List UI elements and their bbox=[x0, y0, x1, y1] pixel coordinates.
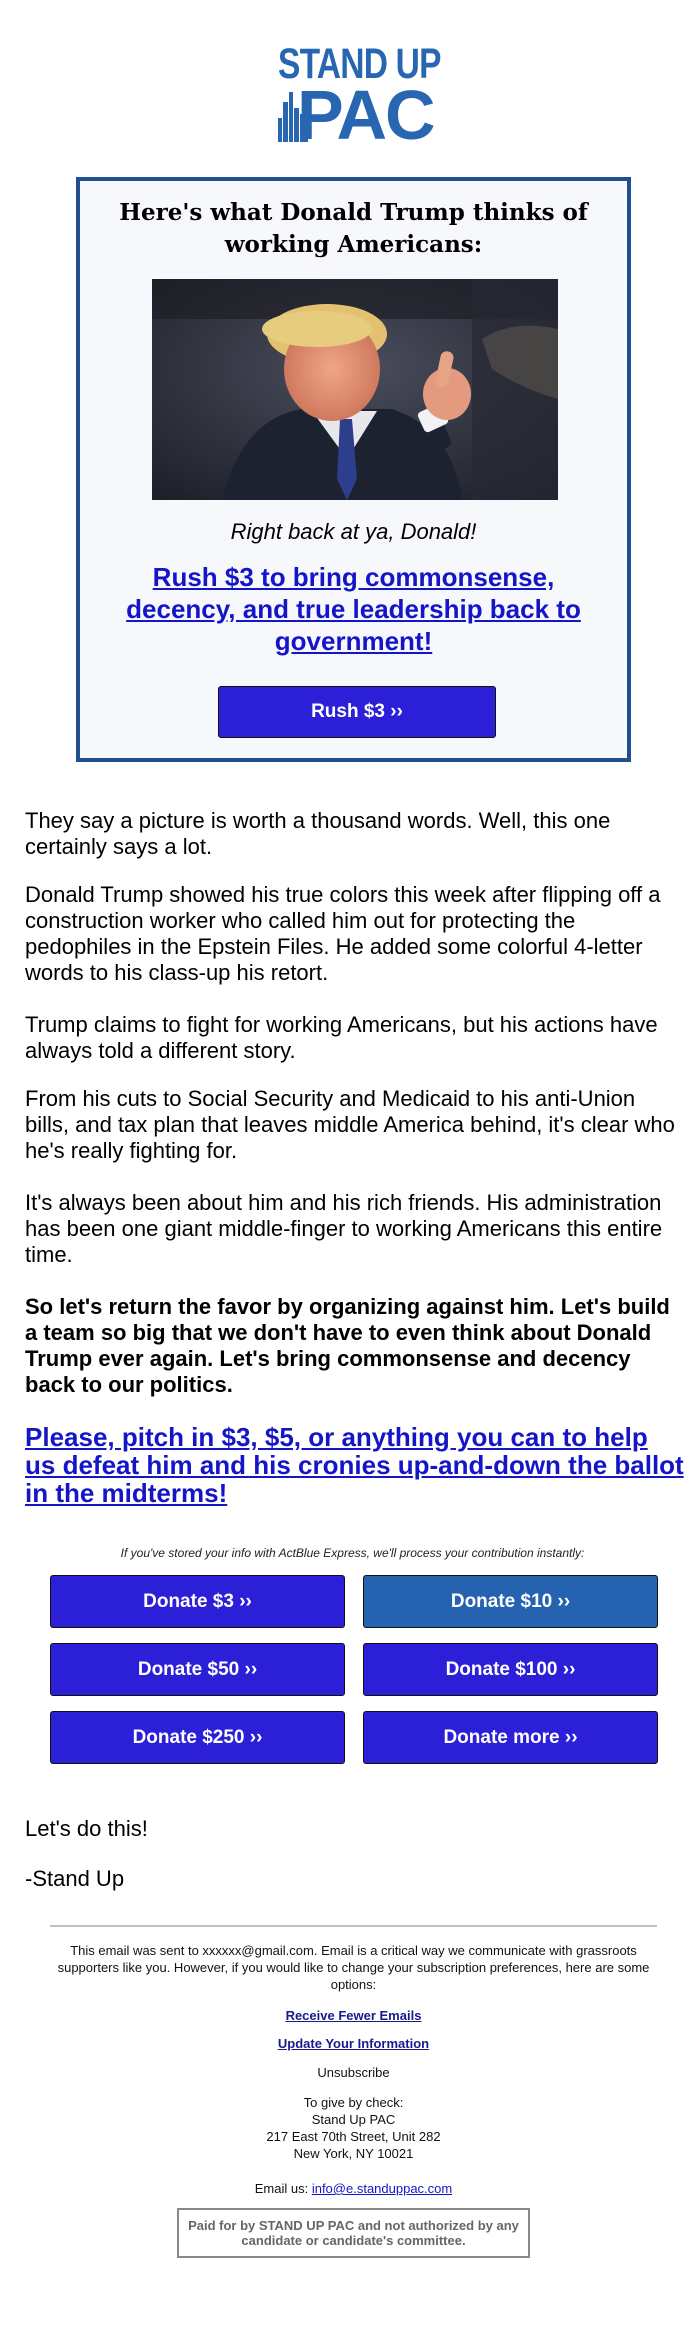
receive-fewer-emails-text[interactable]: Receive Fewer Emails bbox=[285, 2008, 422, 2023]
check-line-4: New York, NY 10021 bbox=[293, 2146, 414, 2161]
body-paragraph-5: It's always been about him and his rich friends. His administration has been one giant middle-finger to working Americans this entire time. bbox=[25, 1190, 663, 1267]
check-line-2: Stand Up PAC bbox=[311, 2112, 396, 2127]
email-link[interactable]: info@e.standuppac.com bbox=[311, 2181, 453, 2196]
logo-top-text: STAND UP bbox=[278, 40, 441, 88]
update-information-text[interactable]: Update Your Information bbox=[277, 2036, 430, 2051]
donate-50-button[interactable]: Donate $50 ›› bbox=[50, 1643, 345, 1696]
footer-divider bbox=[50, 1925, 657, 1927]
hero-donate-link[interactable]: Rush $3 to bring commonsense, decency, and true leadership back to government! bbox=[126, 562, 581, 656]
photo-icon[interactable] bbox=[152, 279, 558, 500]
email-label: Email us: bbox=[254, 2181, 312, 2196]
update-information-link bbox=[50, 2035, 657, 2052]
hero-caption: Right back at ya, Donald! bbox=[230, 519, 477, 544]
donate-10-button[interactable]: Donate $10 ›› bbox=[363, 1575, 658, 1628]
hero-box bbox=[76, 177, 631, 762]
closing-line: Let's do this! bbox=[25, 1816, 148, 1841]
body-paragraph-bold: So let's return the favor by organizing against him. Let's build a team so big that we don't have to even think about Donald Trump ever again. Let's bring commonsense and decency back to our politics. bbox=[25, 1294, 670, 1397]
donate-100-button[interactable]: Donate $100 ›› bbox=[363, 1643, 658, 1696]
footer-email bbox=[50, 2180, 657, 2197]
donate-3-button[interactable]: Donate $3 ›› bbox=[50, 1575, 345, 1628]
donate-250-button[interactable]: Donate $250 ›› bbox=[50, 1711, 345, 1764]
unsubscribe-text[interactable]: Unsubscribe bbox=[317, 2065, 390, 2080]
hero-title: Here's what Donald Trump thinks of working Americans: bbox=[119, 199, 588, 258]
body-paragraph-4: From his cuts to Social Security and Medicaid to his anti-Union bills, and tax plan that leaves middle America behind, it's clear who he's really fighting for. bbox=[25, 1086, 675, 1163]
signature: -Stand Up bbox=[25, 1866, 125, 1891]
rush-3-button[interactable]: Rush $3 ›› bbox=[218, 686, 496, 738]
footer-intro: This email was sent to xxxxxx@gmail.com. Email is a critical way we communicate with grassroots supporters like you. However, if you would like to change your subscription preferences, here are some options: bbox=[57, 1943, 650, 1992]
body-paragraph-3: Trump claims to fight for working Americans, but his actions have always told a different story. bbox=[25, 1012, 658, 1063]
check-line-3: 217 East 70th Street, Unit 282 bbox=[266, 2129, 441, 2144]
receive-fewer-emails-link bbox=[50, 2007, 657, 2024]
hero-photo bbox=[152, 279, 558, 500]
check-line-1: To give by check: bbox=[303, 2095, 404, 2110]
logo-bottom-text: PAC bbox=[297, 76, 434, 154]
body-paragraph-2: Donald Trump showed his true colors this week after flipping off a construction worker who called him out for protecting the pedophiles in the Epstein Files. He added some colorful 4-letter words to his class-up his retort. bbox=[25, 882, 661, 985]
unsubscribe-link bbox=[50, 2064, 657, 2081]
body-paragraph-1: They say a picture is worth a thousand words. Well, this one certainly says a lot. bbox=[25, 808, 611, 859]
actblue-note: If you've stored your info with ActBlue Express, we'll process your contribution instantly: bbox=[120, 1546, 585, 1560]
donate-more-button[interactable]: Donate more ›› bbox=[363, 1711, 658, 1764]
check-address bbox=[50, 2094, 657, 2162]
stand-up-pac-logo bbox=[270, 40, 441, 154]
body-donate-link[interactable]: Please, pitch in $3, $5, or anything you can to help us defeat him and his cronies up-and-down the ballot in the midterms! bbox=[25, 1422, 684, 1508]
paid-for-disclaimer: Paid for by STAND UP PAC and not authorized by any candidate or candidate's committee. bbox=[177, 2208, 530, 2258]
